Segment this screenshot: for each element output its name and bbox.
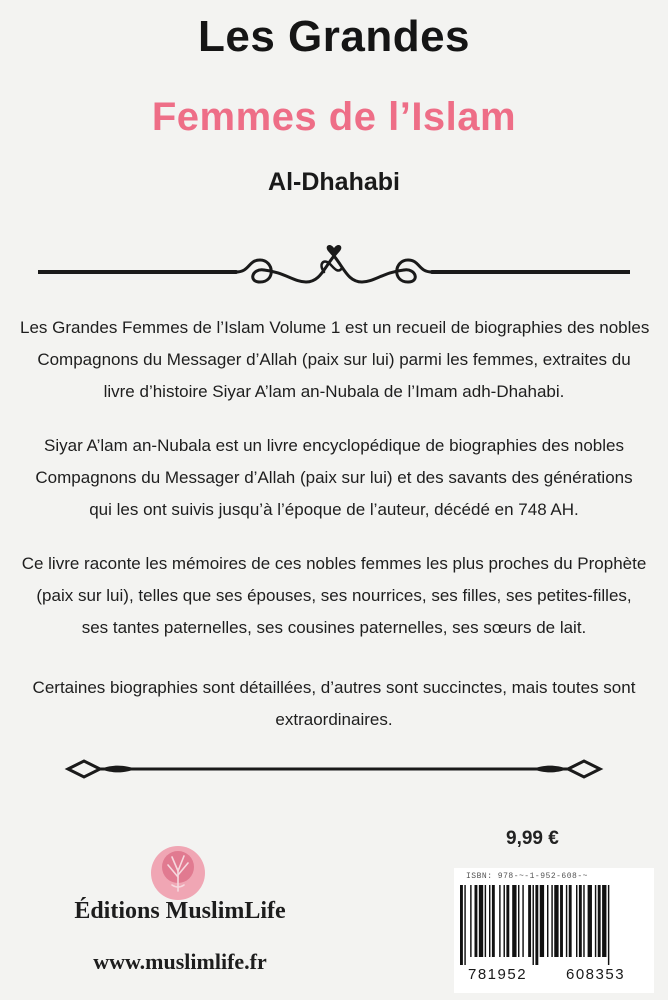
paragraph-line: livre d’histoire Siyar A’lam an-Nubala de l’Imam adh-Dhahabi. [103,382,565,401]
paragraph-line: Certaines biographies sont détaillées, d’autres sont succinctes, mais toutes sont [32,678,636,697]
paragraph-1 [20,312,648,408]
paragraph-line: Siyar A’lam an-Nubala est un livre encyclopédique de biographies des nobles [44,436,624,455]
publisher-name: Éditions MuslimLife [74,898,286,924]
top-ornament-icon [38,238,630,298]
barcode-digits-left: 781952 [468,966,528,983]
publisher-website: www.muslimlife.fr [93,949,267,974]
paragraph-line: (paix sur lui), telles que ses épouses, ses nourrices, ses filles, ses petites-filles, [36,586,632,605]
title-line-2: Femmes de l’Islam [151,95,517,139]
paragraph-3 [20,548,648,644]
paragraph-line: Ce livre raconte les mémoires de ces nobles femmes les plus proches du Prophète [21,554,647,573]
bottom-divider-icon [64,752,604,786]
barcode-digits-right: 608353 [566,966,626,983]
paragraph-line: Compagnons du Messager d’Allah (paix sur lui) parmi les femmes, extraites du [37,350,631,369]
paragraph-line: extraordinaires. [275,710,393,729]
paragraph-line: ses tantes paternelles, ses cousines paternelles, ses sœurs de lait. [81,618,587,637]
paragraph-line: qui les ont suivis jusqu’à l’époque de l’auteur, décédé en 748 AH. [89,500,579,519]
paragraph-2 [20,430,648,526]
title-line-1: Les Grandes [197,12,471,61]
isbn-label: ISBN: 978-~-1-952-608-~ [466,872,588,881]
paragraph-line: Les Grandes Femmes de l’Islam Volume 1 est un recueil de biographies des nobles [20,318,650,337]
paragraph-line: Compagnons du Messager d’Allah (paix sur lui) et des savants des générations [35,468,633,487]
price-tag: 9,99 € [506,828,559,849]
author-name: Al-Dhahabi [268,168,400,196]
tree-logo-icon [150,845,206,901]
barcode-bars-icon [458,885,650,965]
paragraph-4 [20,672,648,736]
